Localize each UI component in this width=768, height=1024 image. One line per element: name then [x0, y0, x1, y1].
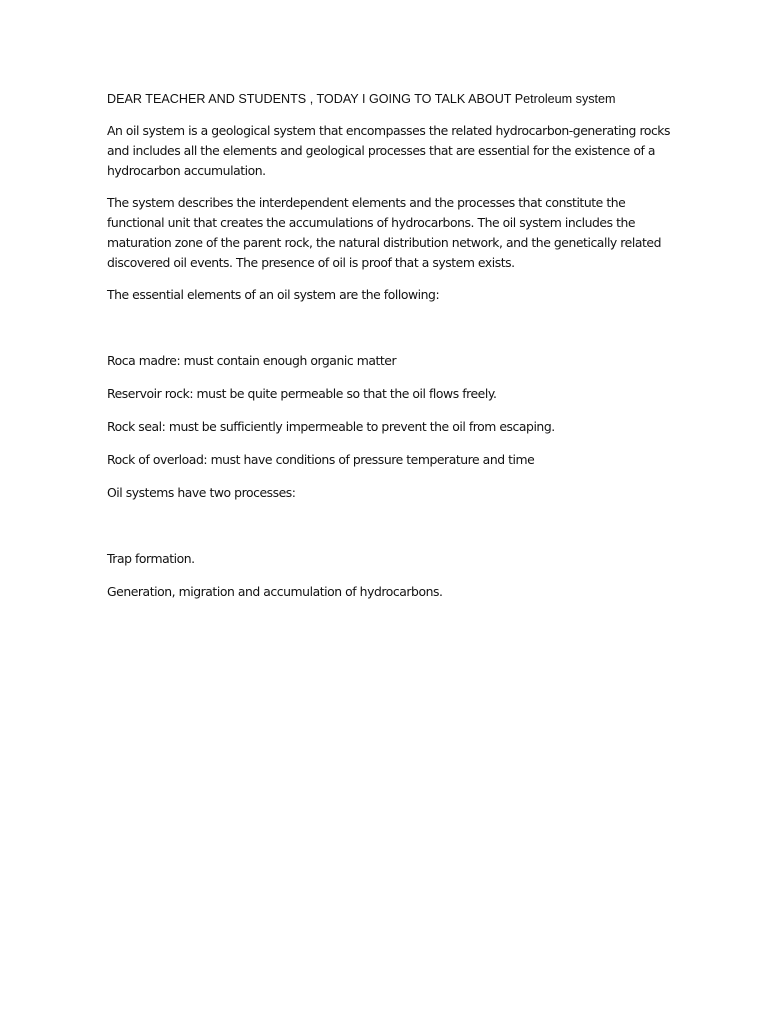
paragraph-1-line-1: An oil system is a geological system that encompasses the related hydrocarbon-generating rocks: [107, 123, 671, 138]
element-item-rock-of-overload: Rock of overload: must have conditions of pressure temperature and time: [107, 452, 535, 467]
paragraph-1-line-2: and includes all the elements and geological processes that are essential for the existence of a: [107, 143, 656, 158]
elements-intro: The essential elements of an oil system are the following:: [107, 287, 440, 302]
paragraph-2-line-2: functional unit that creates the accumulations of hydrocarbons. The oil system includes the: [107, 215, 636, 230]
element-item-rock-seal: Rock seal: must be sufficiently impermeable to prevent the oil from escaping.: [107, 419, 555, 434]
process-item-generation-migration: Generation, migration and accumulation of hydrocarbons.: [107, 584, 443, 599]
element-item-roca-madre: Roca madre: must contain enough organic matter: [107, 353, 397, 368]
element-item-reservoir-rock: Reservoir rock: must be quite permeable so that the oil flows freely.: [107, 386, 497, 401]
paragraph-2-line-3: maturation zone of the parent rock, the natural distribution network, and the genetically related: [107, 235, 661, 250]
paragraph-2-line-1: The system describes the interdependent elements and the processes that constitute the: [107, 195, 626, 210]
paragraph-1-line-3: hydrocarbon accumulation.: [107, 163, 266, 178]
paragraph-2-line-4: discovered oil events. The presence of oil is proof that a system exists.: [107, 255, 515, 270]
intro-heading: DEAR TEACHER AND STUDENTS , TODAY I GOING TO TALK ABOUT Petroleum system: [107, 92, 616, 106]
processes-intro: Oil systems have two processes:: [107, 485, 296, 500]
process-item-trap-formation: Trap formation.: [107, 551, 195, 566]
